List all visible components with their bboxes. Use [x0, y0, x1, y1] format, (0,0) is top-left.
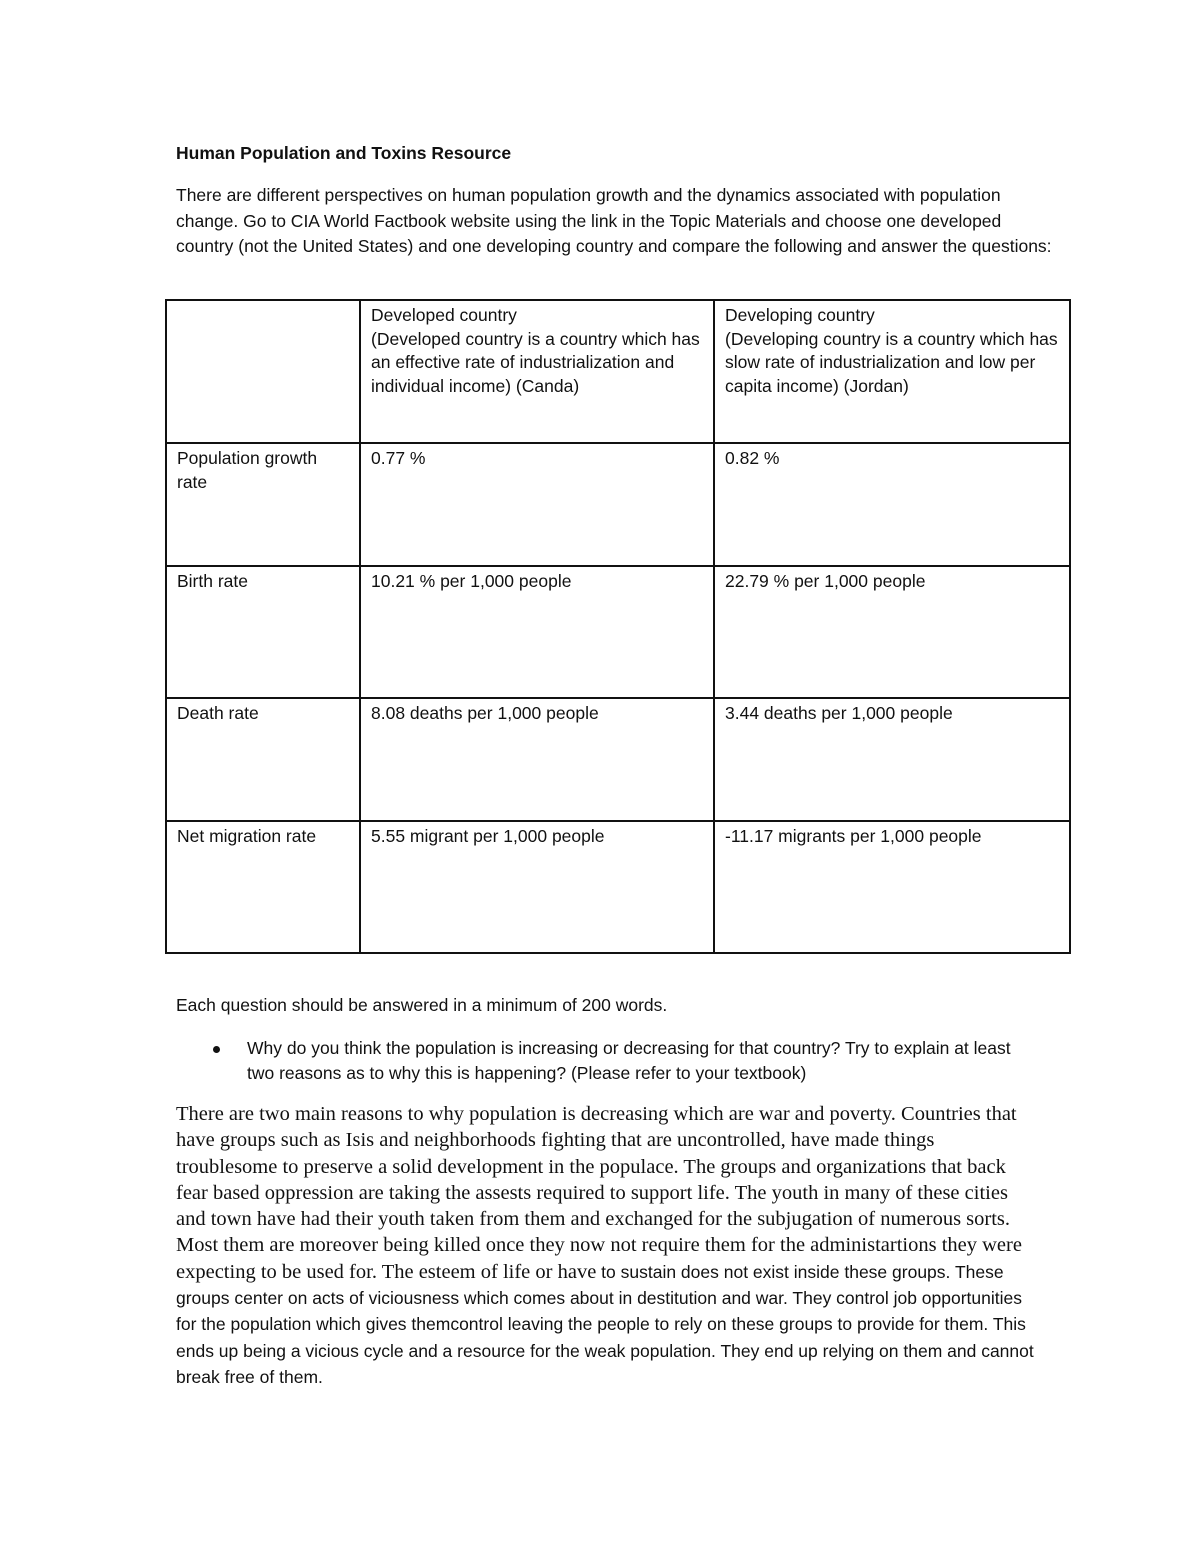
question-list — [176, 1036, 1036, 1086]
answer-text-serif: There are two main reasons to why population is decreasing which are war and poverty. Countries that have groups such as Isis and neighborhoods fighting that are uncontrolled, have made things troublesome to preserve a solid development in the populace. The groups and organizations that back fear based oppression are taking the assests required to support life. The youth in many of these cities and town have had their youth taken from them and exchanged for the subjugation of numerous sorts. Most them are moreover being killed once they now not require them for the administartions they were expecting to be used for. The esteem of life or have — [176, 1103, 1022, 1283]
word-requirement: Each question should be answered in a minimum of 200 words. — [176, 995, 668, 1015]
header-developed-cell — [360, 300, 714, 443]
bullet-icon — [213, 1046, 220, 1053]
answer-text-sans: to sustain does not exist inside these groups. These groups center on acts of viciousness which comes about in destitution and war. They control job opportunities for the population which gives themcontrol leaving the people to rely on these groups to provide for them. This ends up being a vicious cycle and a resource for the weak population. They end up relying on them and cannot break free of them. — [176, 1261, 1034, 1387]
row-label: Birth rate — [166, 566, 360, 698]
developing-value: 0.82 % — [714, 443, 1070, 566]
table-row — [166, 821, 1070, 953]
row-label: Death rate — [166, 698, 360, 821]
intro-paragraph: There are different perspectives on human population growth and the dynamics associated with population change. Go to CIA World Factbook website using the link in the Topic Materials and choose one developed country (not the United States) and one developing country and compare the following and answer the questions: — [176, 185, 1052, 256]
developed-description: (Developed country is a country which has an effective rate of industrialization and individual income) (Canda) — [371, 328, 700, 396]
developed-value: 10.21 % per 1,000 people — [360, 566, 714, 698]
developed-value: 8.08 deaths per 1,000 people — [360, 698, 714, 821]
table-row — [166, 566, 1070, 698]
list-item — [176, 1036, 1036, 1086]
developing-value: 22.79 % per 1,000 people — [714, 566, 1070, 698]
developing-description: (Developing country is a country which has slow rate of industrialization and low per capita income) (Jordan) — [725, 328, 1058, 396]
developing-title: Developing country — [725, 305, 875, 325]
row-label: Population growth rate — [166, 443, 360, 566]
answer-paragraph — [176, 1102, 1036, 1391]
developed-value: 5.55 migrant per 1,000 people — [360, 821, 714, 953]
document-title: Human Population and Toxins Resource — [176, 143, 512, 163]
header-developing-cell — [714, 300, 1070, 443]
question-text: Why do you think the population is increasing or decreasing for that country? Try to explain at least two reasons as to why this is happening? (Please refer to your textbook) — [247, 1038, 1011, 1083]
table-header-row — [166, 300, 1070, 443]
developed-title: Developed country — [371, 305, 517, 325]
developed-value: 0.77 % — [360, 443, 714, 566]
comparison-table — [165, 299, 1071, 954]
table-row — [166, 443, 1070, 566]
row-label: Net migration rate — [166, 821, 360, 953]
developing-value: -11.17 migrants per 1,000 people — [714, 821, 1070, 953]
header-blank-cell — [166, 300, 360, 443]
developing-value: 3.44 deaths per 1,000 people — [714, 698, 1070, 821]
table-row — [166, 698, 1070, 821]
